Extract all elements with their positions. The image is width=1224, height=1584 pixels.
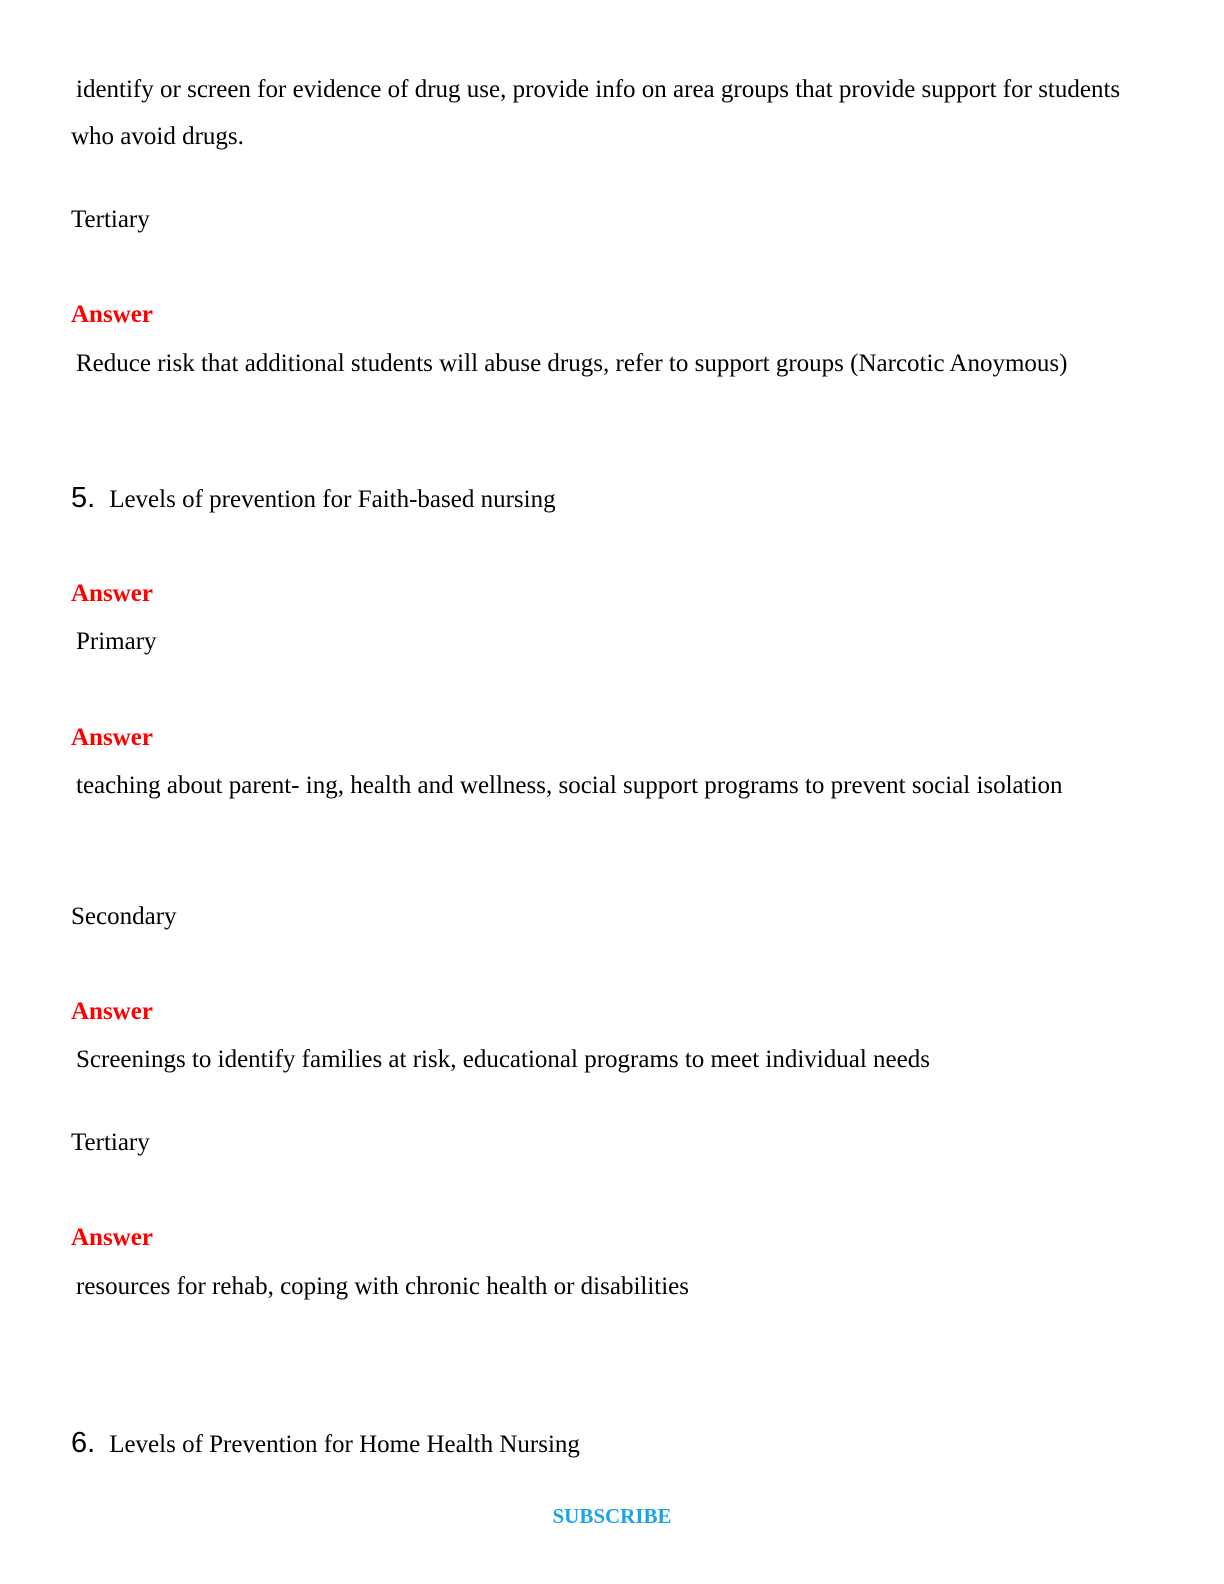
answer-label: Answer: [71, 1224, 153, 1251]
answer-label: Answer: [71, 724, 153, 751]
answer-label: Answer: [71, 998, 153, 1025]
subscribe-link[interactable]: SUBSCRIBE: [552, 1504, 672, 1528]
question-number: 6.: [71, 1427, 96, 1459]
answer-paragraph: [71, 1045, 930, 1075]
secondary-label: Secondary: [71, 903, 177, 930]
question-number: 5.: [71, 482, 96, 514]
question-heading-6: [71, 1426, 580, 1462]
answer-paragraph: [71, 762, 1141, 809]
intro-paragraph: [71, 66, 1141, 160]
question-title: Levels of prevention for Faith-based nursing: [109, 486, 556, 513]
question-heading-5: [71, 481, 556, 517]
answer-label: Answer: [71, 580, 153, 607]
answer-text: Reduce risk that additional students will abuse drugs, refer to support groups (Narcotic Anoymous): [76, 350, 1068, 377]
answer-text: resources for rehab, coping with chronic health or disabilities: [76, 1273, 690, 1300]
answer-text: Screenings to identify families at risk, educational programs to meet individual needs: [76, 1046, 930, 1073]
answer-paragraph: [71, 340, 1141, 387]
question-title: Levels of Prevention for Home Health Nursing: [109, 1431, 580, 1458]
intro-text: identify or screen for evidence of drug use, provide info on area groups that provide support for students who avoid drugs.: [71, 76, 1121, 150]
answer-label: Answer: [71, 301, 153, 328]
tertiary-label: Tertiary: [71, 1129, 150, 1156]
primary-label: [71, 627, 157, 657]
tertiary-label: Tertiary: [71, 206, 150, 233]
answer-text: teaching about parent- ing, health and wellness, social support programs to prevent social isolation: [76, 772, 1063, 799]
answer-paragraph: [71, 1272, 689, 1302]
primary-text: Primary: [76, 628, 157, 655]
